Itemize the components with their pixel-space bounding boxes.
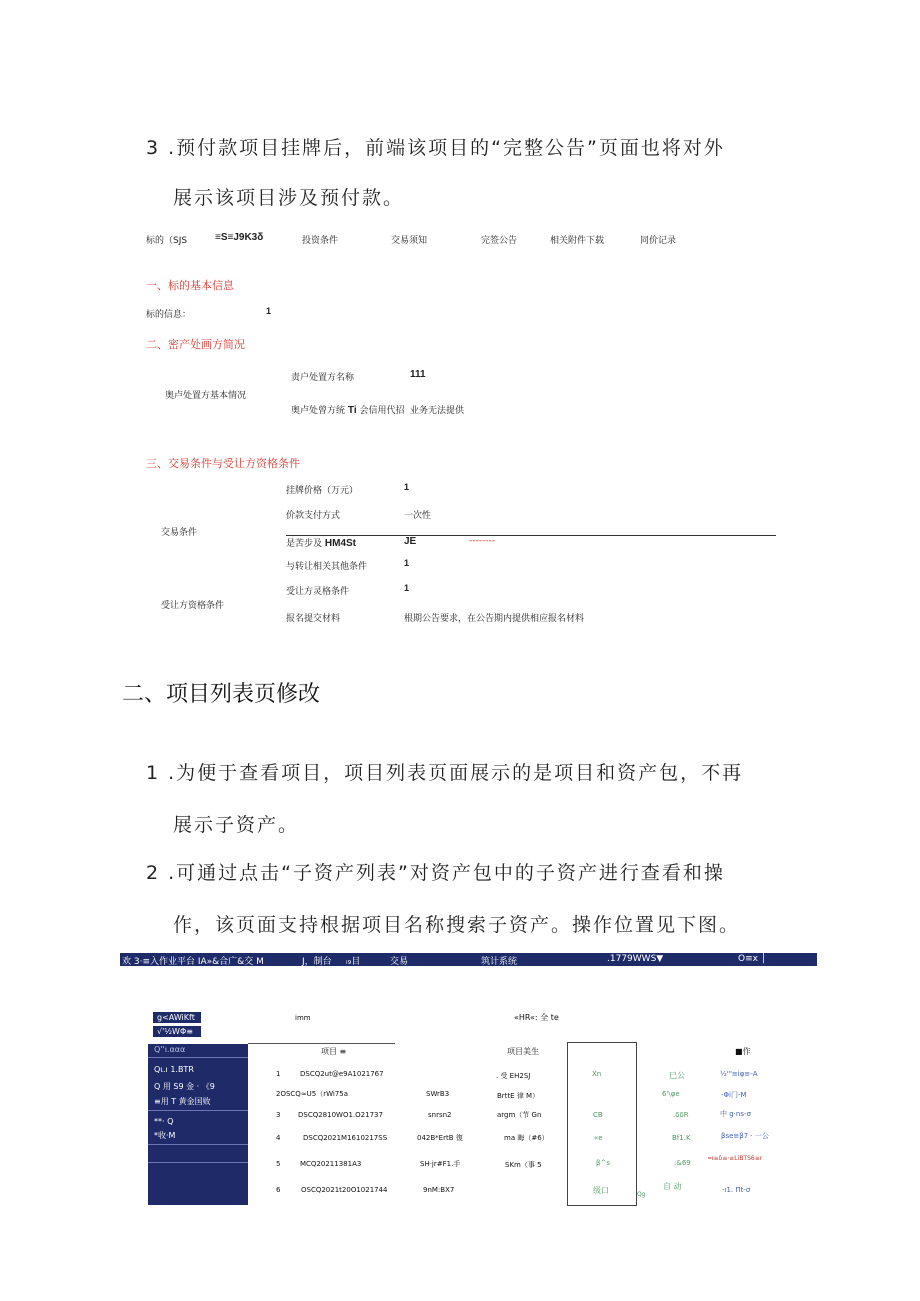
paragraph-2-line1: 2 .可通过点击“子资产列表”对资产包中的子资产进行查看和操: [146, 862, 725, 884]
row5-name: SH·jr#F1.手: [420, 1160, 461, 1168]
row5-no: 5: [276, 1160, 281, 1168]
topbar-menu-project[interactable]: ᵢ₉目: [346, 957, 361, 967]
tab-invest-conditions[interactable]: 投资条件: [302, 236, 339, 246]
row4-action2[interactable]: βse≡β7 · 一公: [721, 1132, 769, 1140]
row1-action1[interactable]: 巳公: [669, 1071, 685, 1080]
section2-row1-label: 责户处置方名称: [291, 373, 355, 383]
section1-info-label: 标的信息：: [146, 310, 192, 320]
row-qualify-label: 受让方灵格条件: [286, 587, 350, 597]
footer-note: Qg: [637, 1191, 646, 1198]
row2-type: BrttE 律 M）: [497, 1092, 540, 1100]
heading-project-list: 二、项目列表页修改: [122, 682, 321, 707]
row1-code[interactable]: DSCQ2ut@e9A1021767: [300, 1070, 384, 1078]
paragraph-1-line1: 1 .为便于查看项目，项目列表页面展示的是项目和资产包，不再: [146, 762, 744, 784]
row4-status: «e: [594, 1134, 603, 1142]
tab-full-announcement[interactable]: 完签公告: [481, 236, 518, 246]
row5-action1[interactable]: :&69: [674, 1159, 691, 1167]
row3-code[interactable]: DSCQ2810WO1.O21737: [298, 1111, 383, 1119]
row6-name: 9nM:BX7: [423, 1186, 455, 1194]
row1-status: Xn: [592, 1070, 602, 1078]
row5-status: β^s: [596, 1159, 610, 1167]
topbar-user[interactable]: .1779WWS▼: [607, 954, 664, 964]
row1-type: . 受 EH2SJ: [496, 1072, 531, 1080]
row-prepay-label-a: 是苦步及: [286, 539, 323, 549]
col-header-type: 项目美生: [507, 1047, 539, 1056]
row-qualify-value: 1: [404, 583, 410, 593]
topbar-menu-trade[interactable]: 交易: [390, 957, 409, 967]
tab-trade-notice[interactable]: 交易须知: [391, 236, 428, 246]
paragraph-2-line2: 作，该页面支持根据项目名称搜索子资产。操作位置见下图。: [173, 914, 741, 936]
row4-type: ma 晦（#6）: [504, 1134, 549, 1142]
row6-code[interactable]: OSCQ2021t20O1021744: [301, 1186, 388, 1194]
nav-button-2[interactable]: √'½WΦ≡: [153, 1026, 201, 1037]
row6-action2[interactable]: -ı1. Πt-σ: [722, 1186, 751, 1194]
topbar-exit[interactable]: O≡x │: [738, 954, 767, 964]
topbar-menu-console[interactable]: J，制台: [302, 957, 332, 967]
col-header-project: 项目 ≡: [321, 1047, 347, 1056]
row-prepay-label: [286, 536, 356, 549]
row-other-value: 1: [404, 558, 410, 568]
sidebar-item-3[interactable]: Q 用 S9 金 · 《9: [154, 1082, 215, 1091]
topbar-menu-stats[interactable]: 筑计系统: [481, 957, 518, 967]
section2-row2-label-a: 奥卢处曾方统: [291, 406, 346, 416]
section2-row1-value: 111: [410, 369, 426, 380]
row4-no: 4: [276, 1134, 281, 1142]
section2-row2-mid: Ti: [347, 405, 357, 416]
row-materials-label: 报名提交材料: [286, 614, 341, 624]
section2-title: 二、密产处画方简况: [146, 338, 245, 351]
sidebar-separator: [148, 1162, 248, 1163]
row1-action2[interactable]: ½'"≡iφ≡-A: [720, 1070, 758, 1078]
row4-code[interactable]: DSCQ2021M1610217SS: [303, 1134, 388, 1142]
sidebar-item-2[interactable]: Qι.ı 1.BTR: [154, 1065, 194, 1074]
section1-info-value: 1: [266, 306, 272, 316]
sidebar-separator: [148, 1110, 248, 1111]
row-payment-value: 一次性: [404, 511, 432, 521]
sidebar-separator: [148, 1057, 248, 1058]
row2-name: SWrB3: [426, 1090, 450, 1098]
row-prepay-label-b: HM4St: [324, 538, 357, 549]
tab-code: ≡S≡J9K3δ: [215, 232, 264, 243]
row3-type: argm（节 Gn: [497, 1111, 542, 1119]
tab-label-text: 标的（SJS: [146, 236, 188, 246]
section2-row2-label-b: 会信用代招: [359, 406, 405, 416]
status-column-highlight: [567, 1042, 637, 1206]
sidebar-item-4[interactable]: ≡用 T 黄金国败: [154, 1097, 211, 1106]
search-label: imm: [295, 1014, 311, 1022]
row-price-label: 挂牌价格（万元）: [286, 486, 359, 496]
sidebar-item-5[interactable]: **· Q: [154, 1117, 174, 1126]
row-price-value: 1: [404, 482, 410, 492]
tab-price-records[interactable]: 同价记录: [640, 236, 677, 246]
search-hint: «HR«: 全 te: [514, 1013, 559, 1022]
row-payment-label: 价款支付方式: [286, 511, 341, 521]
section2-group-label: 奥卢处置方基本情况: [165, 391, 247, 401]
row-divider: [286, 535, 776, 536]
row3-status: CB: [593, 1111, 603, 1119]
section2-row2-label: [291, 403, 405, 416]
row2-code[interactable]: 2OSCQ≈U5（rWi75a: [276, 1090, 349, 1098]
row6-no: 6: [276, 1186, 281, 1194]
row-materials-value: 根期公告要求，在公告期内提供相应报名材料: [404, 614, 585, 624]
paragraph-1-line2: 展示子资产。: [173, 814, 300, 836]
col-header-action: ■作: [735, 1047, 751, 1056]
sidebar-separator: [148, 1144, 248, 1145]
section3-group-trade: 交易条件: [161, 528, 198, 538]
row2-action2[interactable]: -Φi门-M: [721, 1091, 747, 1099]
table-header-line: [248, 1043, 395, 1044]
paragraph-3-line1: 3 .预付款项目挂牌后，前端该项目的“完整公告”页面也将对外: [146, 137, 725, 159]
row5-code[interactable]: MCQ20211381A3: [300, 1160, 362, 1168]
row-prepay-value: JE: [404, 536, 417, 547]
paragraph-3-line2: 展示该项目涉及预付款。: [173, 187, 405, 209]
row6-action1[interactable]: 自 动: [663, 1182, 682, 1191]
row4-name: 042B*ErtB 復: [417, 1134, 463, 1142]
embedded-screenshot: [120, 953, 817, 1213]
row-other-label: 与转让相关其他条件: [286, 562, 368, 572]
row4-action1[interactable]: Bf1.K: [672, 1134, 691, 1142]
section3-group-qualification: 受让方资格条件: [161, 601, 225, 611]
row3-name: snrsn2: [428, 1111, 452, 1119]
row-prepay-extra: --------: [469, 536, 495, 546]
row2-action1[interactable]: 6'\φe: [662, 1090, 680, 1098]
section2-row2-value: 业务无法提供: [410, 406, 465, 416]
row5-type: SKm（事 5: [505, 1161, 542, 1169]
sidebar-item-6[interactable]: *收·M: [154, 1131, 176, 1140]
row5-action2[interactable]: ━ι≡δ≡·≡LiBTS6≡r: [708, 1155, 763, 1162]
row3-action2[interactable]: 中 g·ns-σ: [720, 1110, 751, 1118]
row3-no: 3: [276, 1111, 281, 1119]
topbar-title: 欢 3·≡入作业平台 IA»&合广&交 M: [122, 957, 264, 967]
nav-button-1[interactable]: g<AWiKft: [153, 1012, 201, 1023]
section3-title: 三、交易条件与受让方资格条件: [146, 457, 300, 470]
row1-no: 1: [276, 1070, 281, 1078]
row3-action1[interactable]: .δδR: [673, 1111, 689, 1119]
row6-status: 级口: [593, 1186, 609, 1195]
screenshot-sidebar: [148, 1044, 248, 1205]
tab-label: [146, 233, 187, 246]
section1-title: 一、标的基本信息: [146, 279, 234, 292]
screenshot-topbar: [120, 953, 817, 966]
tab-attachments[interactable]: 相关附件下载: [550, 236, 605, 246]
sidebar-item-1[interactable]: Q''ı.ααα: [154, 1045, 186, 1054]
